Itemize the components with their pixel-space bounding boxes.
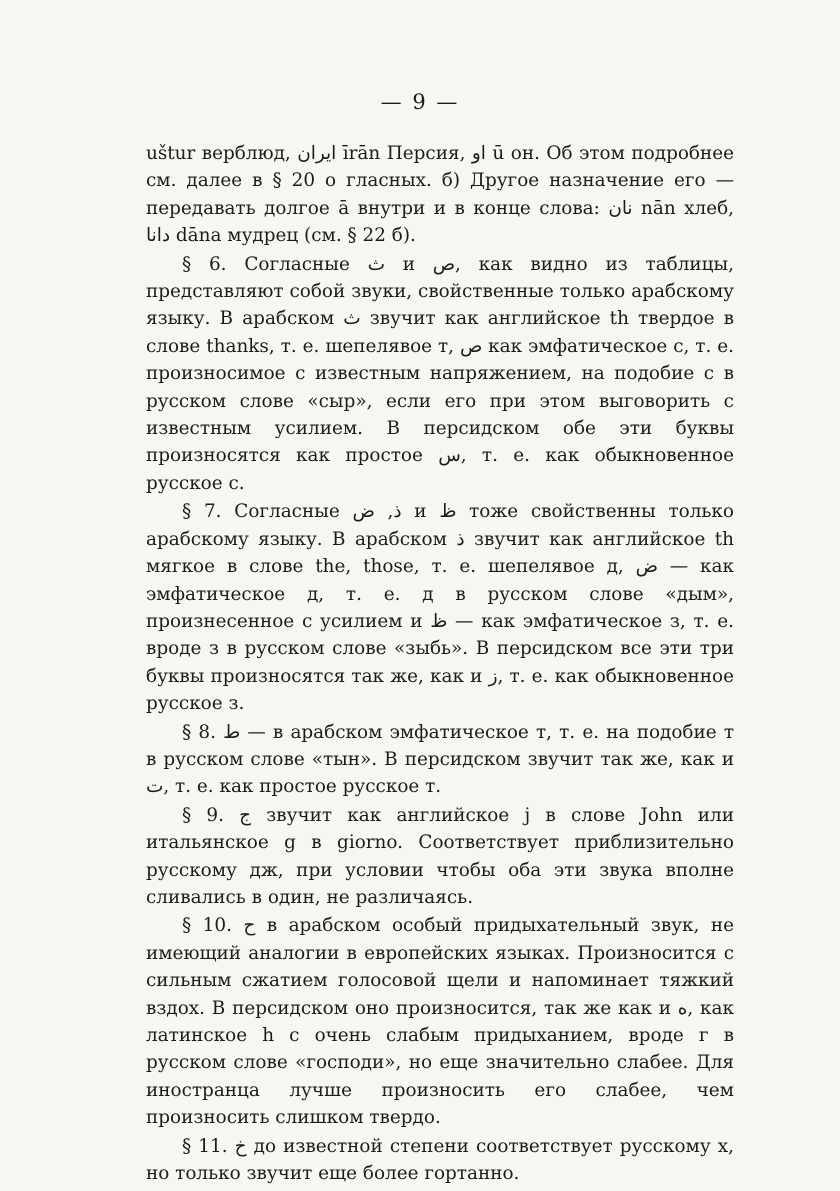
page-number: — 9 — (380, 90, 460, 114)
paragraph-section-8: § 8. ط — в арабском эмфатическое т, т. е. на подобие т в русском слове «тын». В персидском звучит так же, как и ت, т. е. как простое русское т. (146, 721, 735, 798)
paragraph-section-11: § 11. خ до известной степени соответствует русскому х, но только звучит еще более гортанно. (146, 1135, 734, 1185)
paragraph-continuation: uštur верблюд, ایران īrān Персия, او ū он. Об этом подробнее см. далее в § 20 о гласных. б) Другое назначение его — передавать долгое ā внутри и в конце слова: نان nān хлеб, دانا dāna мудрец (см. § 22 б). (146, 143, 735, 247)
page-body (146, 140, 734, 1187)
paragraph-section-7: § 7. Согласные ذ, ض и ظ тоже свойственны только арабскому языку. В арабском ذ звучит как английское th мягкое в слове the, those, т. е. шепелявое д, ض — как эмфатическое д, т. е. д в русском слове «дым», произнесенное с усилием и ظ — как эмфатическое з, т. е. вроде з в русском слове «зыбь». В персидском все эти три буквы произносятся так же, как и ز, т. е. как обыкновенное русское з. (146, 501, 735, 715)
paragraph-section-9: § 9. ج звучит как английское j в слове John или итальянское g в giorno. Соответствует приблизительно русскому дж, при условии чтобы оба эти звука вполне сливались в один, не различаясь. (146, 804, 734, 908)
paragraph-section-6: § 6. Согласные ث и ص, как видно из таблицы, представляют собой звуки, свойственные только арабскому языку. В арабском ث звучит как английское th твердое в слове thanks, т. е. шепелявое т, ص как эмфатическое с, т. е. произносимое с известным напряжением, на подобие с в русском слове «сыр», если его при этом выговорить с известным усилием. В персидском обе эти буквы произносятся как простое س, т. е. как обыкновенное русское с. (146, 253, 734, 494)
paragraph-section-10: § 10. ح в арабском особый придыхательный звук, не имеющий аналогии в европейских языках. Произносится с сильным сжатием голосовой щели и напоминает тяжкий вздох. В персидском оно произносится, так же как и ه, как латинское h с очень слабым придыханием, вроде г в русском слове «господи», но еще значительно слабее. Для иностранца лучше произносить его слабее, чем произносить слишком твердо. (146, 915, 734, 1129)
